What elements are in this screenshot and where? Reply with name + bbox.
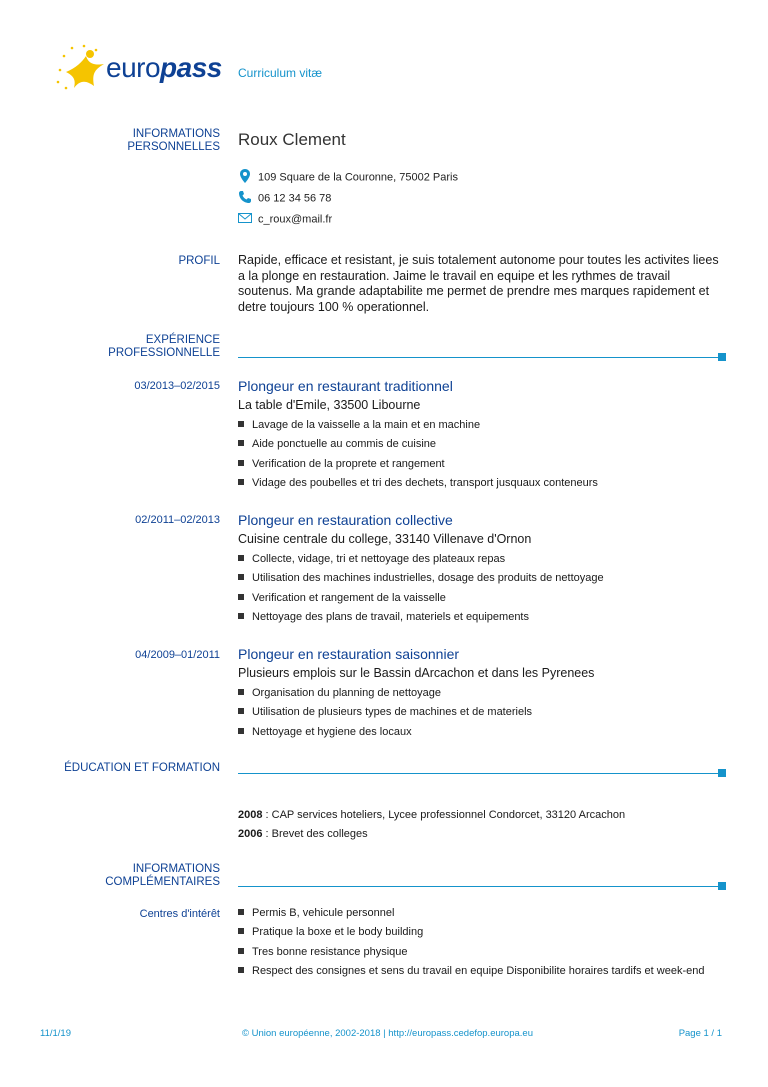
job-1-employer: La table d'Emile, 33500 Libourne [238,398,421,412]
job-1-dates: 03/2013–02/2015 [134,380,220,392]
additional-label-line1: INFORMATIONS [132,863,220,875]
education-section-label: ÉDUCATION ET FORMATION [64,762,220,774]
phone-text: 06 12 34 56 78 [258,192,332,205]
job-2-tasks [238,550,726,627]
list-item: Verification de la proprete et rangement [238,455,726,474]
profile-text: Rapide, efficace et resistant, je suis totalement autonome pour toutes les activites liees a la plonge en restauration. Jaime le travail en equipe et les rythmes de travail soutenus. Ma grande adaptabilite me permet de prendre mes marques rapidement et detre toujours 100 % operationnel. [238,253,719,314]
education-item [238,828,368,840]
location-pin-icon [238,169,252,186]
additional-section-divider [238,886,726,887]
profile-section-label: PROFIL [178,255,220,267]
personal-label-line2: PERSONNELLES [127,141,220,153]
list-item: Nettoyage des plans de travail, materiels et equipements [238,608,726,627]
europass-logo [52,42,232,94]
education-text: : Brevet des colleges [262,828,368,840]
email-row [238,213,332,226]
list-item: Utilisation des machines industrielles, dosage des produits de nettoyage [238,569,726,588]
list-item: Respect des consignes et sens du travail en equipe Disponibilite horaires tardifs et week-end [238,962,726,981]
education-item [238,809,625,821]
logo-suffix: pass [160,52,222,83]
address-row [238,169,458,186]
list-item: Nettoyage et hygiene des locaux [238,723,726,742]
experience-label-line1: EXPÉRIENCE [145,334,220,346]
job-3-dates: 04/2009–01/2011 [135,649,220,661]
job-2-dates: 02/2011–02/2013 [135,514,220,526]
experience-section-divider [238,357,726,358]
job-3-employer: Plusieurs emplois sur le Bassin dArcachon et dans les Pyrenees [238,666,595,680]
list-item: Pratique la boxe et le body building [238,923,726,942]
list-item: Lavage de la vaisselle a la main et en machine [238,416,726,435]
logo-prefix: euro [106,52,161,83]
email-text[interactable]: c_roux@mail.fr [258,213,333,226]
education-section-divider [238,773,726,774]
experience-label-line2: PROFESSIONNELLE [108,347,220,359]
job-3-tasks [238,684,726,742]
job-2-employer: Cuisine centrale du college, 33140 Villenave d'Ornon [238,532,532,546]
list-item: Organisation du planning de nettoyage [238,684,726,703]
education-year: 2006 [238,828,263,840]
list-item: Utilisation de plusieurs types de machines et de materiels [238,703,726,722]
list-item: Collecte, vidage, tri et nettoyage des plateaux repas [238,550,726,569]
list-item: Permis B, vehicule personnel [238,904,726,923]
interests-label: Centres d'intérêt [139,908,220,920]
additional-section-label [105,863,220,889]
job-1-title: Plongeur en restaurant traditionnel [238,378,453,394]
document-title: Curriculum vitæ [238,66,323,80]
logo-wordmark [106,52,222,84]
address-text: 109 Square de la Couronne, 75002 Paris [258,171,458,184]
footer-page-number: Page 1 / 1 [678,1028,722,1039]
phone-icon [238,191,252,206]
education-text: : CAP services hoteliers, Lycee professionnel Condorcet, 33120 Arcachon [262,809,626,821]
job-1-tasks [238,416,726,493]
list-item: Verification et rangement de la vaisselle [238,589,726,608]
interests-list [238,904,726,981]
phone-row [238,191,331,206]
personal-section-label [127,128,220,154]
job-2-title: Plongeur en restauration collective [238,512,453,528]
education-year: 2008 [238,809,263,821]
additional-label-line2: COMPLÉMENTAIRES [105,876,220,888]
list-item: Tres bonne resistance physique [238,943,726,962]
footer-copyright[interactable]: © Union européenne, 2002-2018 | http://europass.cedefop.europa.eu [242,1028,533,1039]
experience-section-label [108,334,220,360]
list-item: Vidage des poubelles et tri des dechets, transport jusquaux conteneurs [238,474,726,493]
footer-date: 11/1/19 [40,1028,71,1039]
list-item: Aide ponctuelle au commis de cuisine [238,435,726,454]
person-name: Roux Clement [238,130,346,149]
job-3-title: Plongeur en restauration saisonnier [238,646,460,662]
envelope-icon [238,213,252,226]
personal-label-line1: INFORMATIONS [132,128,220,140]
europass-star-figure-icon [52,42,112,94]
